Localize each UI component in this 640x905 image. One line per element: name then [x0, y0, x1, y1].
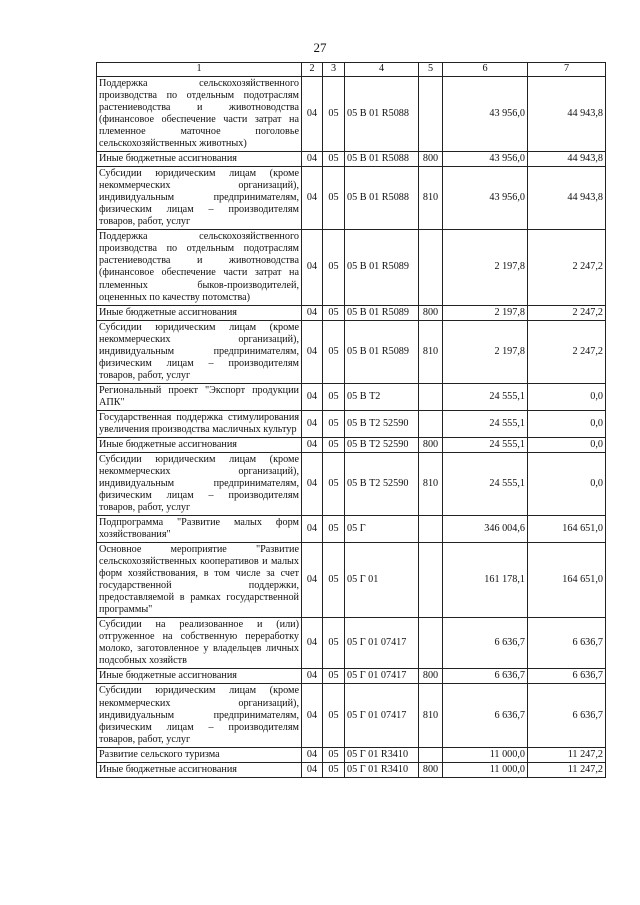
table-row: [97, 543, 606, 618]
row-name: Субсидии юридическим лицам (кроме некоммерческих организаций), индивидуальным предпринимателям, физическим лицам – производителям товаров, работ, услуг: [97, 452, 302, 515]
row-amount-year-2: 0,0: [528, 452, 606, 515]
row-target-article: 05 В 01 R5088: [345, 77, 419, 152]
row-target-article: 05 В Т2 52590: [345, 452, 419, 515]
row-subsection: 05: [323, 152, 345, 167]
row-name: Субсидии юридическим лицам (кроме некоммерческих организаций), индивидуальным предпринимателям, физическим лицам – производителям товаров, работ, услуг: [97, 167, 302, 230]
row-section: 04: [302, 669, 323, 684]
row-amount-year-1: 43 956,0: [443, 77, 528, 152]
table-row: [97, 452, 606, 515]
row-expense-type: [419, 543, 443, 618]
row-amount-year-2: 0,0: [528, 383, 606, 410]
table-row: [97, 618, 606, 669]
row-amount-year-2: 2 247,2: [528, 320, 606, 383]
row-name: Иные бюджетные ассигнования: [97, 305, 302, 320]
table-row: [97, 762, 606, 777]
table-row: [97, 747, 606, 762]
row-amount-year-1: 346 004,6: [443, 516, 528, 543]
row-subsection: 05: [323, 383, 345, 410]
row-name: Субсидии юридическим лицам (кроме некоммерческих организаций), индивидуальным предпринимателям, физическим лицам – производителям товаров, работ, услуг: [97, 320, 302, 383]
row-amount-year-1: 24 555,1: [443, 452, 528, 515]
row-subsection: 05: [323, 305, 345, 320]
table-row: [97, 684, 606, 747]
row-subsection: 05: [323, 747, 345, 762]
row-name: Региональный проект "Экспорт продукции АПК": [97, 383, 302, 410]
table-row: [97, 410, 606, 437]
header-col-2: 2: [302, 63, 323, 77]
table-header-row: [97, 63, 606, 77]
row-section: 04: [302, 77, 323, 152]
row-target-article: 05 В 01 R5089: [345, 230, 419, 305]
row-expense-type: 810: [419, 320, 443, 383]
row-section: 04: [302, 747, 323, 762]
row-subsection: 05: [323, 410, 345, 437]
row-section: 04: [302, 762, 323, 777]
row-target-article: 05 Г 01 07417: [345, 669, 419, 684]
row-amount-year-1: 6 636,7: [443, 618, 528, 669]
row-amount-year-2: 0,0: [528, 437, 606, 452]
row-name: Поддержка сельскохозяйственного производства по отдельным подотраслям растениеводства и животноводства (финансовое обеспечение части затрат на племенное маточное поголовье сельскохозяйственных животных): [97, 77, 302, 152]
table-row: [97, 669, 606, 684]
row-name: Поддержка сельскохозяйственного производства по отдельным подотраслям растениеводства и животноводства (финансовое обеспечение части затрат на племенных быков-производителей, оцененных по качеству потомства): [97, 230, 302, 305]
table-row: [97, 383, 606, 410]
header-col-4: 4: [345, 63, 419, 77]
row-subsection: 05: [323, 516, 345, 543]
table-row: [97, 152, 606, 167]
row-amount-year-1: 2 197,8: [443, 320, 528, 383]
row-section: 04: [302, 618, 323, 669]
row-amount-year-2: 11 247,2: [528, 747, 606, 762]
row-amount-year-2: 6 636,7: [528, 669, 606, 684]
row-subsection: 05: [323, 669, 345, 684]
header-col-7: 7: [528, 63, 606, 77]
row-target-article: 05 В Т2 52590: [345, 437, 419, 452]
row-section: 04: [302, 684, 323, 747]
table-row: [97, 305, 606, 320]
row-amount-year-2: 44 943,8: [528, 167, 606, 230]
row-amount-year-2: 6 636,7: [528, 618, 606, 669]
row-expense-type: 800: [419, 437, 443, 452]
row-name: Развитие сельского туризма: [97, 747, 302, 762]
row-section: 04: [302, 167, 323, 230]
row-target-article: 05 В 01 R5089: [345, 320, 419, 383]
row-target-article: 05 В 01 R5088: [345, 152, 419, 167]
row-amount-year-2: 44 943,8: [528, 77, 606, 152]
row-subsection: 05: [323, 684, 345, 747]
table-row: [97, 437, 606, 452]
row-expense-type: [419, 410, 443, 437]
row-expense-type: 800: [419, 305, 443, 320]
row-subsection: 05: [323, 77, 345, 152]
row-target-article: 05 В 01 R5088: [345, 167, 419, 230]
row-subsection: 05: [323, 230, 345, 305]
row-amount-year-1: 2 197,8: [443, 230, 528, 305]
row-amount-year-1: 24 555,1: [443, 383, 528, 410]
row-expense-type: 810: [419, 167, 443, 230]
row-section: 04: [302, 516, 323, 543]
row-expense-type: 810: [419, 452, 443, 515]
row-section: 04: [302, 543, 323, 618]
row-name: Основное мероприятие "Развитие сельскохозяйственных кооперативов и малых форм хозяйствования, в том числе за счет государственной поддержки, предоставляемой в рамках государственной программы": [97, 543, 302, 618]
row-name: Иные бюджетные ассигнования: [97, 152, 302, 167]
row-amount-year-2: 164 651,0: [528, 543, 606, 618]
row-expense-type: [419, 516, 443, 543]
row-amount-year-2: 2 247,2: [528, 305, 606, 320]
row-name: Государственная поддержка стимулирования увеличения производства масличных культур: [97, 410, 302, 437]
row-amount-year-1: 43 956,0: [443, 152, 528, 167]
row-target-article: 05 Г 01 R3410: [345, 762, 419, 777]
row-subsection: 05: [323, 543, 345, 618]
row-section: 04: [302, 320, 323, 383]
row-expense-type: [419, 230, 443, 305]
row-target-article: 05 В Т2 52590: [345, 410, 419, 437]
budget-table: [96, 62, 606, 778]
row-amount-year-1: 6 636,7: [443, 684, 528, 747]
table-row: [97, 77, 606, 152]
row-target-article: 05 Г 01 R3410: [345, 747, 419, 762]
row-name: Подпрограмма "Развитие малых форм хозяйствования": [97, 516, 302, 543]
page-number: 27: [313, 40, 327, 55]
row-subsection: 05: [323, 762, 345, 777]
row-expense-type: [419, 77, 443, 152]
row-expense-type: 800: [419, 152, 443, 167]
header-col-5: 5: [419, 63, 443, 77]
row-name: Иные бюджетные ассигнования: [97, 669, 302, 684]
row-amount-year-2: 164 651,0: [528, 516, 606, 543]
row-expense-type: 800: [419, 762, 443, 777]
header-col-6: 6: [443, 63, 528, 77]
table-row: [97, 320, 606, 383]
row-target-article: 05 Г: [345, 516, 419, 543]
row-amount-year-1: 11 000,0: [443, 762, 528, 777]
row-amount-year-1: 161 178,1: [443, 543, 528, 618]
row-amount-year-2: 0,0: [528, 410, 606, 437]
row-amount-year-1: 43 956,0: [443, 167, 528, 230]
row-name: Иные бюджетные ассигнования: [97, 437, 302, 452]
row-subsection: 05: [323, 320, 345, 383]
row-amount-year-2: 6 636,7: [528, 684, 606, 747]
row-amount-year-2: 11 247,2: [528, 762, 606, 777]
row-expense-type: 800: [419, 669, 443, 684]
table-row: [97, 167, 606, 230]
row-amount-year-1: 6 636,7: [443, 669, 528, 684]
row-amount-year-1: 11 000,0: [443, 747, 528, 762]
row-amount-year-1: 2 197,8: [443, 305, 528, 320]
row-target-article: 05 В 01 R5089: [345, 305, 419, 320]
row-section: 04: [302, 410, 323, 437]
row-section: 04: [302, 305, 323, 320]
row-name: Субсидии юридическим лицам (кроме некоммерческих организаций), индивидуальным предпринимателям, физическим лицам – производителям товаров, работ, услуг: [97, 684, 302, 747]
row-expense-type: [419, 383, 443, 410]
row-amount-year-1: 24 555,1: [443, 437, 528, 452]
row-amount-year-2: 2 247,2: [528, 230, 606, 305]
row-subsection: 05: [323, 618, 345, 669]
row-section: 04: [302, 230, 323, 305]
row-target-article: 05 В Т2: [345, 383, 419, 410]
row-amount-year-2: 44 943,8: [528, 152, 606, 167]
row-amount-year-1: 24 555,1: [443, 410, 528, 437]
row-subsection: 05: [323, 167, 345, 230]
row-subsection: 05: [323, 452, 345, 515]
row-expense-type: [419, 747, 443, 762]
row-subsection: 05: [323, 437, 345, 452]
row-section: 04: [302, 452, 323, 515]
header-col-3: 3: [323, 63, 345, 77]
header-col-1: 1: [97, 63, 302, 77]
table-row: [97, 230, 606, 305]
row-name: Субсидии на реализованное и (или) отгруженное на собственную переработку молоко, заготовленное у владельцев личных подсобных хозяйств: [97, 618, 302, 669]
row-section: 04: [302, 383, 323, 410]
row-section: 04: [302, 152, 323, 167]
row-name: Иные бюджетные ассигнования: [97, 762, 302, 777]
row-section: 04: [302, 437, 323, 452]
row-target-article: 05 Г 01 07417: [345, 684, 419, 747]
row-expense-type: [419, 618, 443, 669]
table-row: [97, 516, 606, 543]
row-expense-type: 810: [419, 684, 443, 747]
row-target-article: 05 Г 01: [345, 543, 419, 618]
row-target-article: 05 Г 01 07417: [345, 618, 419, 669]
